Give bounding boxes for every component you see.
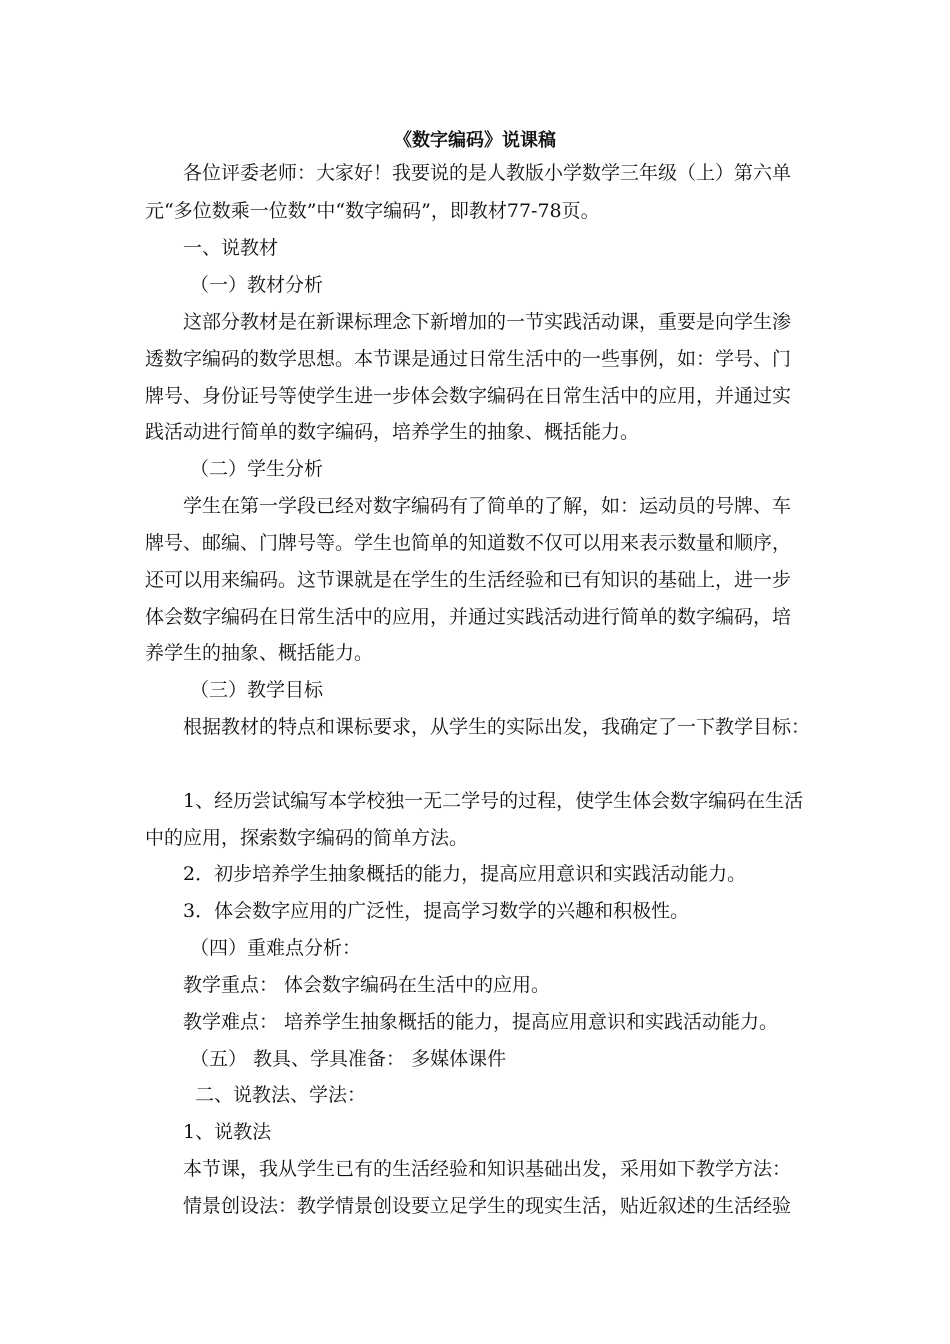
paragraph-line: 还可以用来编码。这节课就是在学生的生活经验和已有知识的基础上，进一步	[145, 569, 792, 591]
subsection-heading: （一）教材分析	[190, 274, 324, 296]
goal-item-continued: 中的应用，探索数字编码的简单方法。	[145, 827, 469, 849]
paragraph-line: 根据教材的特点和课标要求，从学生的实际出发，我确定了一下教学目标：	[183, 716, 811, 738]
document-title: 《数字编码》说课稿	[394, 130, 556, 151]
paragraph-line: 这部分教材是在新课标理念下新增加的一节实践活动课，重要是向学生渗	[183, 311, 792, 333]
subsection-heading: 1、说教法	[183, 1121, 272, 1143]
section-heading: 二、说教法、学法：	[195, 1084, 367, 1106]
paragraph-line: 体会数字编码在日常生活中的应用，并通过实践活动进行简单的数字编码，培	[145, 606, 792, 628]
subsection-heading: （五） 教具、学具准备： 多媒体课件	[190, 1048, 507, 1070]
key-point: 教学重点： 体会数字编码在生活中的应用。	[183, 974, 551, 996]
subsection-heading: （四）重难点分析：	[190, 937, 362, 959]
paragraph-line: 本节课，我从学生已有的生活经验和知识基础出发，采用如下教学方法：	[183, 1158, 792, 1180]
paragraph-line: 牌号、身份证号等使学生进一步体会数字编码在日常生活中的应用，并通过实	[145, 385, 792, 407]
paragraph-line: 透数字编码的数学思想。本节课是通过日常生活中的一些事例，如：学号、门	[145, 348, 792, 370]
subsection-heading: （三）教学目标	[190, 679, 324, 701]
paragraph-line: 牌号、邮编、门牌号等。学生也简单的知道数不仅可以用来表示数量和顺序，	[145, 532, 792, 554]
difficult-point: 教学难点： 培养学生抽象概括的能力，提高应用意识和实践活动能力。	[183, 1011, 779, 1033]
goal-item: 3．体会数字应用的广泛性，提高学习数学的兴趣和积极性。	[183, 900, 690, 922]
goal-item: 2．初步培养学生抽象概括的能力，提高应用意识和实践活动能力。	[183, 863, 747, 885]
paragraph-line: 践活动进行简单的数字编码，培养学生的抽象、概括能力。	[145, 421, 640, 443]
paragraph-line: 养学生的抽象、概括能力。	[145, 642, 374, 664]
goal-item: 1、经历尝试编写本学校独一无二学号的过程，使学生体会数字编码在生活	[183, 790, 804, 812]
paragraph-line: 各位评委老师：大家好！我要说的是人教版小学数学三年级（上）第六单	[183, 162, 792, 184]
paragraph-line: 情景创设法：教学情景创设要立足学生的现实生活，贴近叙述的生活经验	[183, 1195, 792, 1217]
paragraph-line: 元“多位数乘一位数”中“数字编码”，即教材77-78页。	[145, 200, 600, 222]
section-heading: 一、说教材	[183, 237, 279, 259]
paragraph-line: 学生在第一学段已经对数字编码有了简单的了解，如：运动员的号牌、车	[183, 495, 792, 517]
subsection-heading: （二）学生分析	[190, 458, 324, 480]
